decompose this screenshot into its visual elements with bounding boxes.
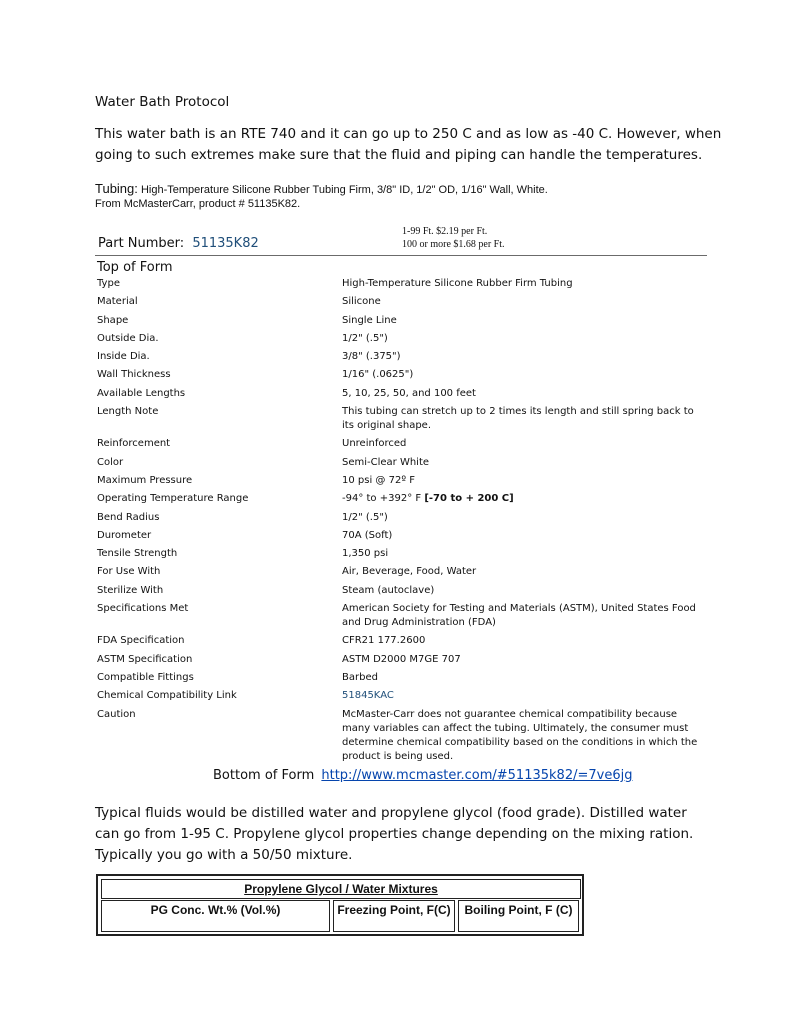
spec-value: ASTM D2000 M7GE 707 (342, 653, 461, 665)
spec-key: Sterilize With (97, 584, 164, 596)
spec-key: Reinforcement (97, 438, 171, 450)
spec-key: Outside Dia. (97, 332, 159, 344)
spec-key: Caution (97, 708, 136, 720)
spec-row-length-note (97, 405, 712, 433)
pg-table-title-text: Propylene Glycol / Water Mixtures (244, 882, 438, 896)
spec-row-inside-dia (97, 350, 712, 364)
spec-value: American Society for Testing and Materials (ASTM), United States Food and Drug Administration (FDA) (342, 603, 696, 629)
spec-row-astm-specification (97, 653, 712, 667)
part-number-label: Part Number: (98, 236, 185, 251)
spec-key: Maximum Pressure (97, 474, 193, 486)
spec-row-color (97, 456, 712, 470)
spec-key: Shape (97, 314, 129, 326)
spec-key: Bend Radius (97, 511, 160, 523)
spec-value: -94° to +392° F (342, 493, 422, 505)
pg-header-concentration: PG Conc. Wt.% (Vol.%) (101, 900, 330, 932)
spec-value: Semi-Clear White (342, 456, 430, 468)
tubing-line-2: From McMasterCarr, product # 51135K82. (95, 198, 301, 210)
spec-value: Single Line (342, 314, 397, 326)
tubing-description (95, 182, 735, 211)
bottom-of-form (213, 768, 632, 783)
spec-value-celsius: [-70 to + 200 C] (424, 493, 514, 505)
document-title: Water Bath Protocol (95, 94, 230, 110)
intro-paragraph: This water bath is an RTE 740 and it can go up to 250 C and as low as -40 C. However, when going to such extremes make sure that the fluid and piping can handle the temperatures. (95, 126, 722, 163)
spec-key: Inside Dia. (97, 351, 150, 363)
spec-value: Barbed (342, 671, 378, 683)
spec-value-group (342, 492, 707, 506)
bottom-of-form-label: Bottom of Form (213, 768, 315, 783)
mcmaster-link[interactable]: http://www.mcmaster.com/#51135k82/=7ve6jg (321, 768, 633, 783)
pg-water-table (96, 874, 584, 936)
part-number (98, 236, 259, 251)
spec-value: 1/16" (.0625") (342, 369, 414, 381)
spec-key: Color (97, 456, 124, 468)
spec-row-type (97, 277, 712, 291)
spec-value: 1/2" (.5") (342, 511, 388, 523)
spec-row-reinforcement (97, 437, 712, 451)
pg-table-title (101, 879, 581, 899)
pg-header-freezing-point: Freezing Point, F(C) (333, 900, 455, 932)
tubing-line-1: High-Temperature Silicone Rubber Tubing Firm, 3/8" ID, 1/2" OD, 1/16" Wall, White. (140, 184, 548, 196)
spec-value: Silicone (342, 296, 381, 308)
spec-row-available-lengths (97, 387, 712, 401)
spec-key: Durometer (97, 529, 152, 541)
spec-key: Type (97, 278, 120, 289)
spec-value: 70A (Soft) (342, 529, 393, 541)
spec-row-material (97, 295, 712, 309)
tubing-label: Tubing: (95, 181, 138, 196)
spec-row-fda-specification (97, 634, 712, 648)
spec-key: Wall Thickness (97, 369, 171, 381)
spec-value: Steam (autoclave) (342, 584, 435, 596)
spec-row-compatible-fittings (97, 671, 712, 685)
spec-row-for-use-with (97, 565, 712, 579)
spec-key: Chemical Compatibility Link (97, 690, 237, 702)
spec-row-chemical-compatibility (97, 689, 712, 703)
top-of-form: Top of Form (97, 260, 173, 275)
spec-row-sterilize-with (97, 584, 712, 598)
price-line-2: 100 or more $1.68 per Ft. (402, 239, 505, 250)
price-info (402, 225, 505, 251)
spec-key: Operating Temperature Range (97, 493, 249, 505)
spec-key: Tensile Strength (97, 548, 178, 560)
spec-row-operating-temperature (97, 492, 712, 506)
spec-key: Available Lengths (97, 387, 186, 399)
spec-value: 10 psi @ 72º F (342, 474, 415, 486)
spec-key: ASTM Specification (97, 653, 193, 665)
spec-key: FDA Specification (97, 635, 185, 647)
spec-value: This tubing can stretch up to 2 times its length and still spring back to its original shape. (342, 406, 694, 432)
spec-table (97, 277, 712, 768)
fluids-paragraph: Typical fluids would be distilled water and propylene glycol (food grade). Distilled water can go from 1-95 C. Propylene glycol properties change depending on the mixing ration. Typically you go with a 50/50 mixture. (95, 805, 694, 863)
spec-value: Air, Beverage, Food, Water (342, 566, 477, 578)
spec-key: Material (97, 296, 138, 308)
spec-value: 1,350 psi (342, 548, 389, 560)
spec-value: Unreinforced (342, 438, 407, 450)
spec-value: 3/8" (.375") (342, 351, 401, 363)
part-number-value: 51135K82 (192, 236, 259, 251)
spec-value: McMaster-Carr does not guarantee chemical compatibility because many variables can affect the tubing. Ultimately, the consumer must determine chemical compatibility based on the conditions in which the product is being used. (342, 708, 698, 762)
spec-key: Compatible Fittings (97, 671, 194, 683)
chemical-compatibility-link[interactable]: 51845KAC (342, 690, 394, 702)
spec-row-wall-thickness (97, 368, 712, 382)
spec-row-outside-dia (97, 332, 712, 346)
spec-row-tensile-strength (97, 547, 712, 561)
spec-row-bend-radius (97, 511, 712, 525)
spec-key: For Use With (97, 566, 161, 578)
spec-row-caution (97, 708, 712, 764)
spec-key: Length Note (97, 406, 159, 418)
pg-header-boiling-point: Boiling Point, F (C) (458, 900, 579, 932)
spec-value: CFR21 177.2600 (342, 635, 426, 647)
spec-row-specifications-met (97, 602, 712, 630)
spec-row-durometer (97, 529, 712, 543)
spec-key: Specifications Met (97, 603, 189, 615)
spec-row-shape (97, 314, 712, 328)
spec-value: 1/2" (.5") (342, 332, 388, 344)
spec-row-maximum-pressure (97, 474, 712, 488)
spec-value: High-Temperature Silicone Rubber Firm Tubing (342, 278, 573, 289)
spec-value: 5, 10, 25, 50, and 100 feet (342, 387, 476, 399)
divider (95, 255, 707, 256)
price-line-1: 1-99 Ft. $2.19 per Ft. (402, 226, 488, 237)
